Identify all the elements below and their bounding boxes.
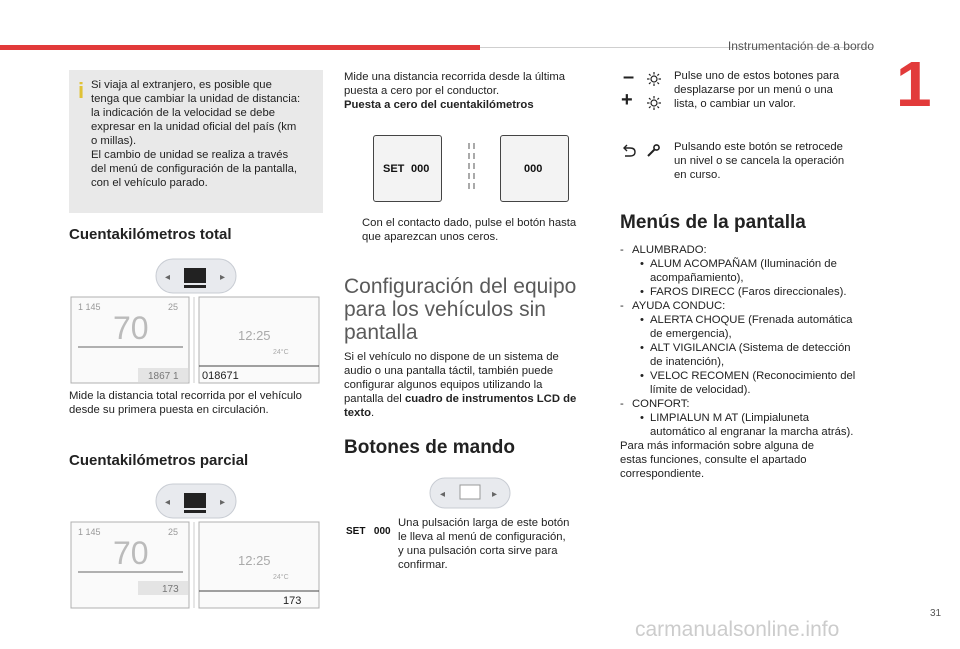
- menu-label: CONFORT:: [632, 398, 690, 410]
- menu-group: [620, 243, 880, 257]
- text-line: y una pulsación corta sirve para: [398, 545, 558, 557]
- back-description: [674, 140, 874, 182]
- trip-intro: [344, 70, 604, 112]
- text-bold: texto: [344, 407, 371, 419]
- text-line: FAROS DIRECC (Faros direccionales).: [650, 286, 847, 298]
- text-span: .: [371, 407, 375, 419]
- text-line: audio o una pantalla táctil, también puede: [344, 365, 554, 377]
- text-line: automático al engranar la marcha atrás).: [650, 426, 854, 438]
- text-line: lista, o cambiar un valor.: [674, 98, 796, 110]
- set-label: SET: [346, 526, 366, 537]
- text-line: acompañamiento),: [650, 272, 744, 284]
- text-line: puesta a cero por el conductor.: [344, 85, 500, 97]
- stalk-pad-illustration: [428, 476, 512, 512]
- cluster-speed: 70: [113, 310, 149, 346]
- separator-left: [468, 143, 472, 189]
- cluster-top-left: 1 145: [78, 527, 101, 537]
- controls-heading: Botones de mando: [344, 437, 516, 458]
- text-line: ALUM ACOMPAÑAM (Iluminación de: [650, 258, 837, 270]
- info-line: Si viaja al extranjero, es posible que: [91, 79, 272, 91]
- info-text: [91, 78, 319, 190]
- menu-item: [620, 341, 880, 369]
- cluster-illustration-trip: [68, 480, 322, 610]
- text-line: de inatención),: [650, 356, 725, 368]
- set-reset-button-before: [373, 135, 442, 202]
- stalk-left-arrow: ◂: [165, 497, 171, 508]
- brightness-icon: [647, 96, 661, 110]
- text-line: VELOC RECOMEN (Reconocimiento del: [650, 370, 856, 382]
- info-line: la indicación de la velocidad se debe: [91, 107, 276, 119]
- set-value: 000: [411, 163, 430, 175]
- text-line: Pulse uno de estos botones para: [674, 70, 840, 82]
- config-text: [344, 350, 604, 420]
- text-line: [344, 392, 604, 406]
- dash: -: [620, 398, 624, 410]
- text-line: límite de velocidad).: [650, 384, 751, 396]
- info-line: con el vehículo parado.: [91, 177, 208, 189]
- back-button-icons: [622, 143, 662, 159]
- bullet: •: [640, 286, 644, 298]
- stalk-right-arrow: ▸: [220, 272, 226, 283]
- text-line: desplazarse por un menú o una: [674, 84, 833, 96]
- cluster-temp: 24°C: [273, 574, 289, 581]
- text-line: Si el vehículo no dispone de un sistema de: [344, 351, 559, 363]
- set-value: 000: [524, 163, 543, 175]
- text-line: correspondiente.: [620, 468, 705, 480]
- menu-item: [620, 313, 880, 341]
- cluster-temp: 24°C: [273, 349, 289, 356]
- text-line: [344, 406, 604, 420]
- set-value: 000: [373, 526, 391, 537]
- text-line: configurar algunos equipos utilizando la: [344, 379, 543, 391]
- info-line: del menú de configuración de la pantalla,: [91, 163, 297, 175]
- text-line: Mide una distancia recorrida desde la última: [344, 71, 566, 83]
- text-line: confirmar.: [398, 559, 448, 571]
- stalk-left-arrow: ◂: [165, 272, 171, 283]
- dash: -: [620, 244, 624, 256]
- info-line: El cambio de unidad se realiza a través: [91, 149, 289, 161]
- text-line: que aparezcan unos ceros.: [362, 231, 499, 243]
- text-line: un nivel o se cancela la operación: [674, 155, 845, 167]
- cluster-top-right: 25: [168, 302, 179, 312]
- text-line: ALERTA CHOQUE (Frenada automática: [650, 314, 853, 326]
- brightness-icon: [647, 72, 661, 86]
- separator-right: [473, 143, 477, 189]
- menu-item: [620, 285, 880, 299]
- nav-buttons-icons: [620, 66, 670, 111]
- reset-step: [344, 216, 604, 244]
- reset-heading: Puesta a cero del cuentakilómetros: [344, 99, 534, 111]
- watermark: carmanualsonline.info: [635, 618, 840, 641]
- title-line: para los vehículos sin: [344, 298, 546, 321]
- menu-label: AYUDA CONDUC:: [632, 300, 726, 312]
- config-title: [344, 275, 604, 344]
- bullet: •: [640, 370, 644, 382]
- menu-group: [620, 299, 880, 313]
- title-line: Configuración del equipo: [344, 275, 577, 298]
- info-icon: i: [78, 78, 85, 103]
- bullet: •: [640, 258, 644, 270]
- set-description: [398, 516, 603, 572]
- text-line: ALT VIGILANCIA (Sistema de detección: [650, 342, 851, 354]
- header-red-bar: [0, 45, 480, 50]
- text-bold: cuadro de instrumentos LCD de: [404, 393, 577, 405]
- text-line: desde su primera puesta en circulación.: [69, 404, 269, 416]
- cluster-total-svg: [68, 255, 322, 385]
- menu-item: [620, 411, 880, 439]
- set-label: SET: [383, 163, 405, 175]
- cluster-clock: 12:25: [238, 553, 271, 568]
- stalk-center-button: [184, 493, 206, 508]
- text-line: Mide la distancia total recorrida por el vehículo: [69, 390, 302, 402]
- menu-item: [620, 257, 880, 285]
- text-span: pantalla del: [344, 393, 405, 405]
- cluster-illustration-total: [68, 255, 322, 385]
- odometer-total-text: [69, 389, 329, 417]
- set-button-icon: [346, 521, 391, 539]
- plus-icon: +: [621, 89, 633, 111]
- cluster-small-odo: 1867 1: [148, 371, 179, 382]
- cluster-speed: 70: [113, 535, 149, 571]
- text-line: de emergencia),: [650, 328, 732, 340]
- info-line: tenga que cambiar la unidad de distancia:: [91, 93, 301, 105]
- cluster-top-left: 1 145: [78, 302, 101, 312]
- text-line: en curso.: [674, 169, 721, 181]
- odometer-total-heading: Cuentakilómetros total: [69, 226, 232, 243]
- menu-label: ALUMBRADO:: [632, 244, 707, 256]
- cluster-screen-odo: 173: [283, 595, 302, 607]
- cluster-trip-svg: [68, 480, 322, 610]
- text-line: le lleva al menú de configuración,: [398, 531, 566, 543]
- section-title: Instrumentación de a bordo: [727, 39, 874, 53]
- title-line: pantalla: [344, 321, 418, 344]
- text-line: Con el contacto dado, pulse el botón hasta: [362, 217, 577, 229]
- stalk-pad-svg: [428, 476, 512, 512]
- bullet: •: [640, 412, 644, 424]
- text-line: estas funciones, consulte el apartado: [620, 454, 807, 466]
- text-line: LIMPIALUN M AT (Limpialuneta: [650, 412, 810, 424]
- chapter-number: 1: [896, 48, 932, 120]
- stalk-center-underline: [184, 285, 206, 288]
- dash: -: [620, 300, 624, 312]
- text-line: Para más información sobre alguna de: [620, 440, 815, 452]
- nav-description: [674, 69, 874, 111]
- info-line: expresar en la unidad oficial del país (km: [91, 121, 297, 133]
- odometer-trip-heading: Cuentakilómetros parcial: [69, 452, 249, 469]
- cluster-small-odo: 173: [162, 584, 179, 595]
- cluster-clock: 12:25: [238, 328, 271, 343]
- menus-list: [620, 243, 880, 481]
- page-number: 31: [930, 608, 942, 619]
- stalk-center-button: [184, 268, 206, 283]
- info-box: [69, 70, 323, 213]
- text-line: Pulsando este botón se retrocede: [674, 141, 843, 153]
- bullet: •: [640, 314, 644, 326]
- stalk-right-arrow: ▸: [492, 489, 498, 500]
- bullet: •: [640, 342, 644, 354]
- cluster-top-right: 25: [168, 527, 179, 537]
- back-icon: [622, 143, 662, 159]
- minus-icon: –: [623, 66, 635, 88]
- menu-item: [620, 369, 880, 397]
- cluster-screen-odo: 018671: [202, 370, 239, 382]
- stalk-right-arrow: ▸: [220, 497, 226, 508]
- menus-heading: Menús de la pantalla: [620, 212, 806, 233]
- stalk-center-underline: [184, 510, 206, 513]
- set-reset-button-after: [500, 135, 569, 202]
- menu-group: [620, 397, 880, 411]
- stalk-left-arrow: ◂: [440, 489, 446, 500]
- info-line: o millas).: [91, 135, 137, 147]
- stalk-pad-center: [460, 485, 480, 499]
- text-line: Una pulsación larga de este botón: [398, 517, 570, 529]
